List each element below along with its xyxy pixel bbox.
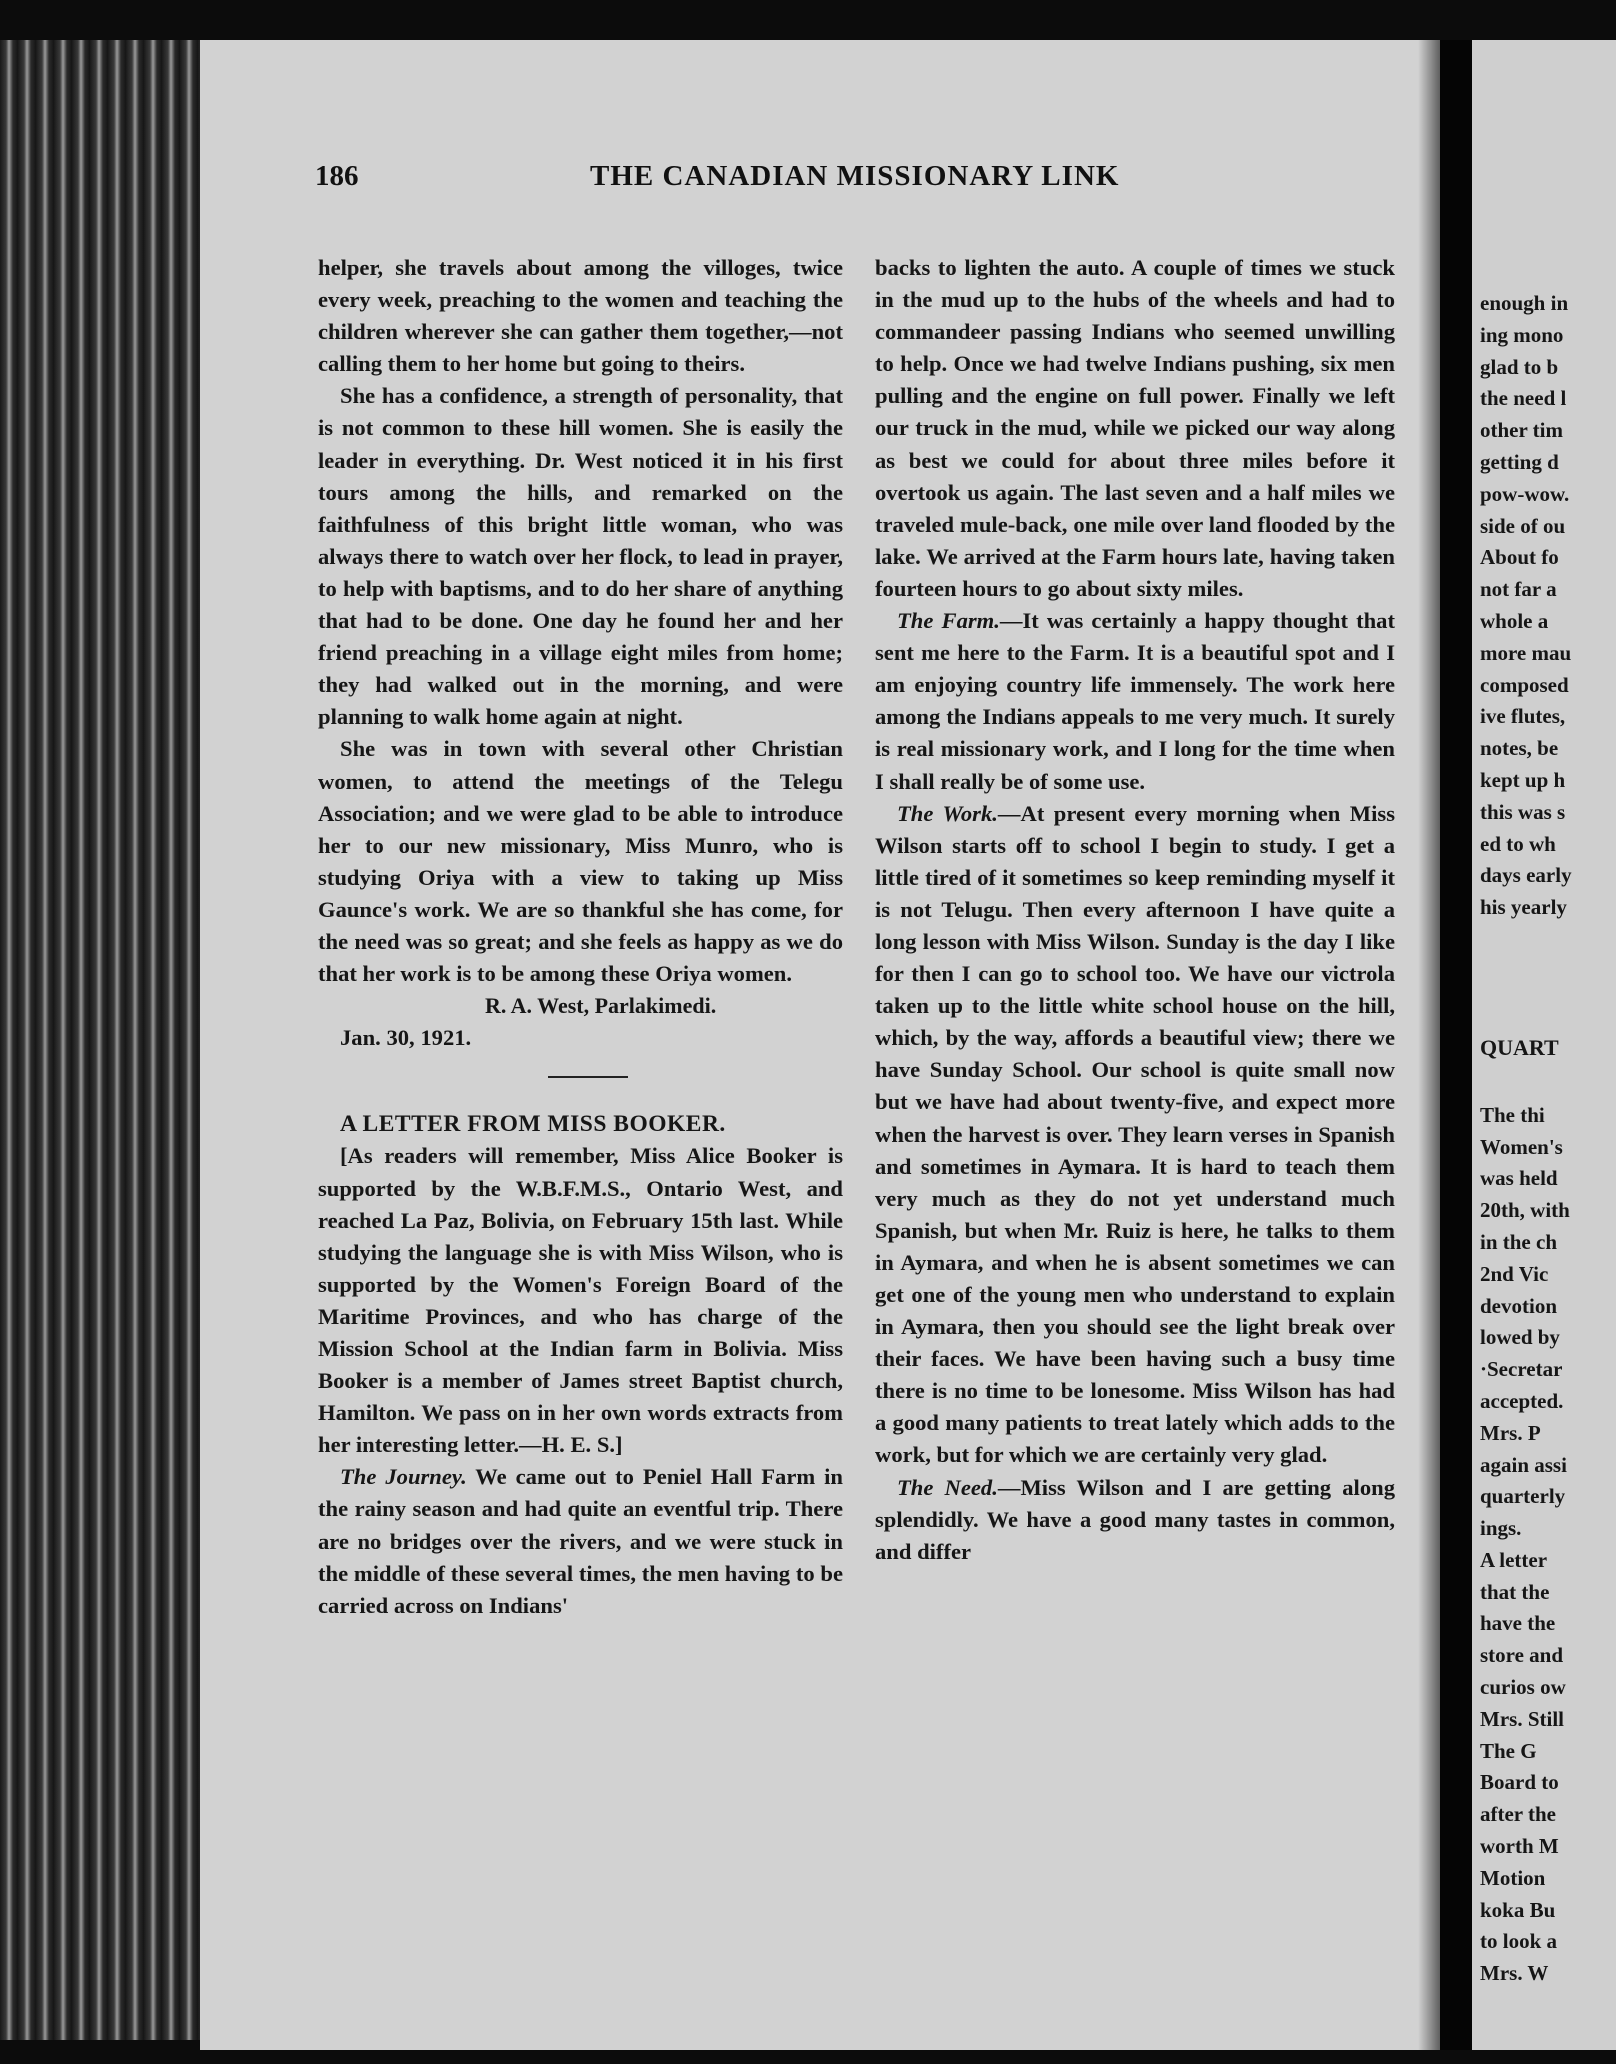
subheading: The Need. <box>897 1474 998 1500</box>
cropped-line: this was s <box>1480 799 1566 824</box>
cropped-line: Women's <box>1480 1134 1563 1159</box>
cropped-line: ings. <box>1480 1516 1522 1541</box>
cropped-line: ed to wh <box>1480 831 1556 856</box>
cropped-line: koka Bu <box>1480 1897 1556 1922</box>
paragraph: She has a confidence, a strength of personality, that is not common to these hill women. She is easily the leader in everything. Dr. West noticed it in his first tours among the hills, and remarked on the faithfulness of this bright little woman, who was always there to watch over her flock, to lead in prayer, to help with baptisms, and to do her share of anything that had to be done. One day he found her and her friend preaching in a village eight miles from home; they had walked out in the morning, and were planning to walk home again at night. <box>318 383 843 730</box>
cropped-line: enough in <box>1480 291 1569 315</box>
cropped-line: the need l <box>1480 386 1567 411</box>
cropped-line: Board to <box>1480 1770 1559 1795</box>
cropped-line: ive flutes, <box>1480 704 1566 729</box>
paragraph: backs to lighten the auto. A couple of times we stuck in the mud up to the hubs of the wheels and had to commandeer passing Indians who seemed unwilling to help. Once we had twelve Indians pushing, six men pulling and the engine on full power. Finally we left our truck in the mud, while we picked our way along as best we could for about three miles before it overtook us again. The last seven and a half miles we traveled mule-back, one mile over land flooded by the lake. We arrived at the Farm hours late, having taken fourteen hours to go about sixty miles. <box>875 255 1395 601</box>
cropped-line: that the <box>1480 1579 1550 1604</box>
column-left <box>318 252 843 1622</box>
book-page-edges <box>0 40 200 2040</box>
cropped-line: devotion <box>1480 1293 1558 1318</box>
cropped-line: not far a <box>1480 577 1557 602</box>
cropped-line: whole a <box>1480 608 1549 633</box>
cropped-line: in the ch <box>1480 1229 1558 1254</box>
cropped-line: Mrs. Still <box>1480 1706 1564 1731</box>
cropped-line: Mrs. P <box>1480 1420 1541 1445</box>
cropped-line: store and <box>1480 1643 1564 1668</box>
cropped-line: again assi <box>1480 1452 1567 1477</box>
cropped-column <box>1480 288 1616 1990</box>
cropped-line: curios ow <box>1480 1675 1566 1700</box>
cropped-line: his yearly <box>1480 895 1567 920</box>
subheading: The Work. <box>897 800 998 826</box>
journal-title: THE CANADIAN MISSIONARY LINK <box>590 160 1120 192</box>
cropped-line: after the <box>1480 1802 1556 1827</box>
cropped-line: ·Secretar <box>1480 1357 1563 1382</box>
article-heading: A LETTER FROM MISS BOOKER. <box>340 1111 726 1138</box>
cropped-line: quarterly <box>1480 1484 1566 1509</box>
paragraph <box>875 1472 1395 1568</box>
cropped-line: accepted. <box>1480 1388 1564 1413</box>
cropped-lines-bottom <box>1480 1100 1616 1990</box>
cropped-line: The thi <box>1480 1102 1545 1127</box>
section-divider <box>548 1076 628 1078</box>
cropped-line: composed <box>1480 672 1569 697</box>
cropped-lines-top <box>1480 288 1616 924</box>
subheading: The Farm. <box>897 608 1000 634</box>
cropped-line: pow-wow. <box>1480 481 1570 506</box>
cropped-line: more mau <box>1480 640 1572 665</box>
cropped-line: side of ou <box>1480 513 1566 538</box>
paragraph <box>875 798 1395 1472</box>
letter-date: Jan. 30, 1921. <box>340 1025 472 1051</box>
cropped-heading: QUART <box>1480 1034 1559 1060</box>
cropped-line: days early <box>1480 863 1572 888</box>
paragraph <box>318 1461 843 1621</box>
paragraph: [As readers will remember, Miss Alice Booker is supported by the W.B.F.M.S., Ontario West, and reached La Paz, Bolivia, on February 15th last. While studying the language she is with Miss Wilson, who is supported by the Women's Foreign Board of the Maritime Provinces, and who has charge of the Mission School at the Indian farm in Bolivia. Miss Booker is a member of James street Baptist church, Hamilton. We pass on in her own words extracts from her interesting letter.—H. E. S.] <box>318 1143 843 1458</box>
cropped-line: 2nd Vic <box>1480 1261 1549 1286</box>
paragraph <box>875 605 1395 798</box>
book-gutter <box>1440 40 1472 2050</box>
cropped-line: notes, be <box>1480 736 1559 761</box>
cropped-line: Motion <box>1480 1865 1546 1890</box>
paragraph: helper, she travels about among the villoges, twice every week, preaching to the women and teaching the children wherever she can gather them together,—not calling them to her home but going to theirs. <box>318 255 843 377</box>
paragraph: She was in town with several other Christian women, to attend the meetings of the Telegu Association; and we were glad to be able to introduce her to our new missionary, Miss Munro, who is studying Oriya with a view to taking up Miss Gaunce's work. We are so thankful she has come, for the need was so great; and she feels as happy as we do that her work is to be among these Oriya women. <box>318 736 843 987</box>
paragraph-text: —Miss Wilson and I are getting along splendidly. We have a good many tastes in common, and differ <box>875 1474 1395 1564</box>
cropped-line: was held <box>1480 1166 1558 1191</box>
cropped-line: A letter <box>1480 1547 1548 1572</box>
column-right <box>875 252 1395 1568</box>
cropped-line: 20th, with <box>1480 1198 1570 1223</box>
paragraph-text: —At present every morning when Miss Wilson starts off to school I begin to study. I get a little tired of it sometimes so keep reminding myself it is not Telugu. Then every afternoon I have quite a long lesson with Miss Wilson. Sunday is the day I like for then I can go to school too. We have our victrola taken up to the little white school house on the hill, which, by the way, affords a beautiful view; there we have Sunday School. Our school is quite small now but we have had about twenty-five, and expect more when the harvest is over. They learn verses in Spanish and sometimes in Aymara. It is hard to teach them very much as they do not yet understand much Spanish, but when Mr. Ruiz is here, he talks to them in Aymara, and when he is absent sometimes we can get one of the young men who understand to explain in Aymara, then you should see the light break over their faces. We have been having such a busy time there is no time to be lonesome. Miss Wilson has had a good many patients to treat lately which adds to the work, but for which we are certainly very glad. <box>875 800 1395 1468</box>
right-page-fragment <box>1472 40 1616 2050</box>
subheading: The Journey. <box>340 1464 467 1490</box>
cropped-line: The G <box>1480 1738 1537 1763</box>
cropped-line: ing mono <box>1480 322 1564 347</box>
cropped-line: worth M <box>1480 1834 1559 1859</box>
cropped-line: Mrs. W <box>1480 1961 1549 1986</box>
page-number: 186 <box>315 160 359 192</box>
cropped-line: kept up h <box>1480 767 1566 792</box>
cropped-line: lowed by <box>1480 1325 1560 1350</box>
signature: R. A. West, Parlakimedi. <box>485 993 717 1019</box>
cropped-line: have the <box>1480 1611 1556 1636</box>
cropped-line: other tim <box>1480 418 1564 443</box>
running-header <box>315 160 1415 200</box>
cropped-line: About fo <box>1480 545 1559 570</box>
cropped-line: to look a <box>1480 1929 1558 1954</box>
cropped-line: glad to b <box>1480 354 1559 379</box>
cropped-line: getting d <box>1480 449 1559 474</box>
paragraph-text: We came out to Peniel Hall Farm in the rainy season and had quite an eventful trip. There are no bridges over the rivers, and we were stuck in the middle of these several times, the men having to be carried across on Indians' <box>318 1464 843 1618</box>
paragraph-text: —It was certainly a happy thought that sent me here to the Farm. It is a beautiful spot and I am enjoying country life immensely. The work here among the Indians appeals to me very much. It surely is real missionary work, and I long for the time when I shall really be of some use. <box>875 608 1395 794</box>
